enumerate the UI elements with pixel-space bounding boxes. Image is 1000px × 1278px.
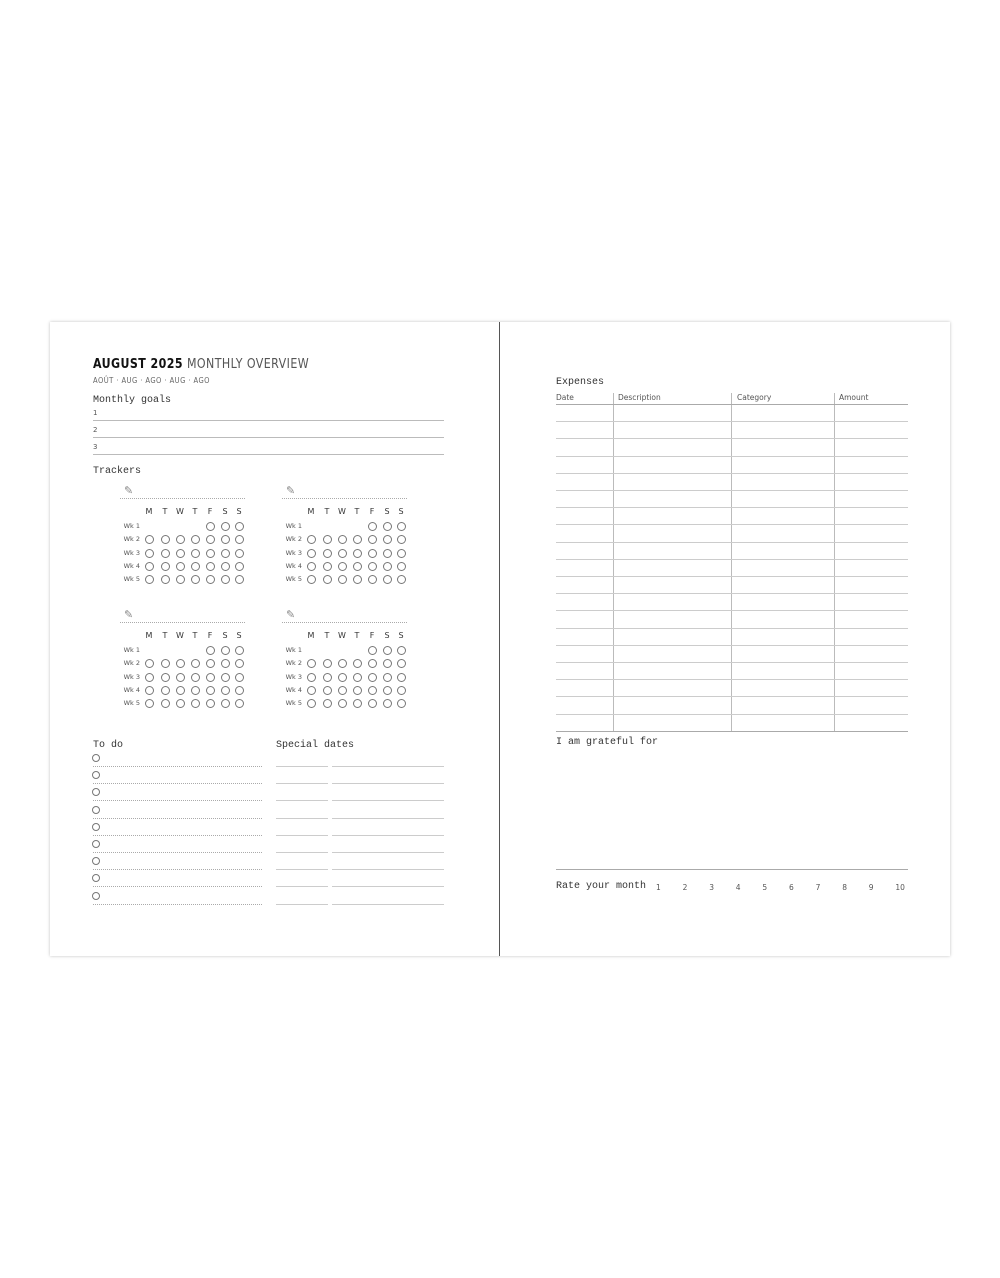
tracker-day-circle[interactable] [338,549,347,558]
tracker-day-circle[interactable] [191,562,200,571]
tracker-name-line[interactable] [120,622,245,623]
special-date-description-line[interactable] [332,886,444,887]
goal-line[interactable] [93,420,444,421]
expenses-row-line[interactable] [556,714,908,715]
pencil-icon: ✎ [286,484,296,497]
expenses-heading: Expenses [556,377,605,388]
expenses-row-line[interactable] [556,507,908,508]
expenses-column-header: Description [618,393,661,402]
tracker-day-circle[interactable] [323,562,332,571]
expenses-row-line[interactable] [556,610,908,611]
week-label: Wk 2 [123,535,140,544]
tracker-day-circle[interactable] [397,549,406,558]
rating-option[interactable]: 8 [842,883,847,892]
todo-line[interactable] [93,783,262,784]
todo-line[interactable] [93,800,262,801]
tracker-day-circle[interactable] [383,686,392,695]
special-date-line[interactable] [276,852,328,853]
expenses-row-line[interactable] [556,404,908,405]
tracker-day-circle[interactable] [397,673,406,682]
tracker-day-circle[interactable] [221,549,230,558]
tracker-day-circle[interactable] [307,562,316,571]
expenses-column-header: Category [737,393,772,402]
todo-line[interactable] [93,869,262,870]
week-label: Wk 3 [123,548,140,557]
week-label: Wk 3 [123,672,140,681]
day-label: S [384,507,390,516]
special-date-description-line[interactable] [332,766,444,767]
week-label: Wk 5 [123,575,140,584]
tracker-day-circle[interactable] [307,549,316,558]
rating-option[interactable]: 1 [656,883,661,892]
week-label: Wk 4 [123,561,140,570]
day-label: T [192,631,198,640]
expenses-column-header: Date [556,393,574,402]
tracker-day-circle[interactable] [397,686,406,695]
rating-option[interactable]: 5 [762,883,768,892]
day-label: T [162,507,168,516]
tracker-day-circle[interactable] [235,646,244,655]
day-label: S [398,507,404,516]
tracker-day-circle[interactable] [368,562,377,571]
expenses-row-line[interactable] [556,421,908,422]
day-label: S [398,631,404,640]
todo-heading: To do [93,740,124,751]
tracker-day-circle[interactable] [368,673,377,682]
tracker-day-circle[interactable] [206,673,215,682]
expenses-column-divider [613,393,614,731]
tracker-day-circle[interactable] [338,686,347,695]
week-label: Wk 5 [285,699,302,708]
tracker-day-circle[interactable] [176,562,185,571]
todo-line[interactable] [93,818,262,819]
day-label: M [307,507,315,516]
tracker-day-circle[interactable] [235,522,244,531]
tracker-day-circle[interactable] [206,646,215,655]
day-label: T [354,631,360,640]
week-label: Wk 1 [123,522,140,530]
tracker-day-circle[interactable] [338,562,347,571]
tracker-day-circle[interactable] [397,522,406,531]
tracker-day-circle[interactable] [383,549,392,558]
expenses-row-line[interactable] [556,593,908,594]
todo-checkbox[interactable] [92,754,100,762]
pencil-icon: ✎ [124,484,134,497]
todo-line[interactable] [93,886,262,887]
week-label: Wk 2 [123,659,140,668]
todo-line[interactable] [93,766,262,767]
tracker-day-circle[interactable] [397,562,406,571]
special-date-line[interactable] [276,766,328,767]
todo-checkbox[interactable] [92,806,100,814]
day-label: T [162,631,168,640]
goals-heading: Monthly goals [93,395,172,406]
day-label: T [324,631,330,640]
special-date-description-line[interactable] [332,818,444,819]
expenses-row-line[interactable] [556,628,908,629]
expenses-row-line[interactable] [556,679,908,680]
title-label: MONTHLY OVERVIEW [186,357,310,372]
tracker-day-circle[interactable] [221,562,230,571]
page-title [93,358,309,371]
tracker-day-circle[interactable] [161,549,170,558]
day-label: W [338,507,346,516]
expenses-row-line[interactable] [556,542,908,543]
special-date-line[interactable] [276,886,328,887]
special-date-description-line[interactable] [332,852,444,853]
day-label: W [176,507,184,516]
special-date-description-line[interactable] [332,869,444,870]
tracker-day-circle[interactable] [221,686,230,695]
special-date-description-line[interactable] [332,835,444,836]
day-label: S [222,507,228,516]
tracker-day-circle[interactable] [235,686,244,695]
tracker-day-circle[interactable] [368,686,377,695]
tracker-day-circle[interactable] [145,673,154,682]
tracker-day-circle[interactable] [235,673,244,682]
week-label: Wk 2 [285,535,302,544]
tracker-day-circle[interactable] [323,549,332,558]
tracker-name-line[interactable] [120,498,245,499]
grateful-heading: I am grateful for [556,737,659,748]
tracker-day-circle[interactable] [338,673,347,682]
week-label: Wk 1 [123,646,140,654]
special-date-description-line[interactable] [332,800,444,801]
tracker-day-circle[interactable] [323,673,332,682]
tracker-day-circle[interactable] [176,549,185,558]
tracker-day-circle[interactable] [145,549,154,558]
day-label: F [369,507,375,516]
trackers-heading: Trackers [93,466,142,477]
todo-line[interactable] [93,835,262,836]
expenses-row-line[interactable] [556,456,908,457]
todo-checkbox[interactable] [92,892,100,900]
expenses-row-line[interactable] [556,731,908,732]
expenses-row-line[interactable] [556,490,908,491]
special-date-line[interactable] [276,783,328,784]
expenses-row-line[interactable] [556,559,908,560]
special-dates-heading: Special dates [276,740,355,751]
pencil-icon: ✎ [124,608,134,621]
week-label: Wk 4 [123,685,140,694]
rating-option[interactable]: 3 [709,883,714,892]
week-label: Wk 2 [285,659,302,668]
tracker-day-circle[interactable] [221,522,230,531]
goal-line[interactable] [93,437,444,438]
tracker-day-circle[interactable] [161,686,170,695]
tracker-day-circle[interactable] [161,562,170,571]
week-label: Wk 1 [285,646,302,654]
tracker-day-circle[interactable] [191,549,200,558]
rating-option[interactable]: 2 [682,883,688,892]
tracker-day-circle[interactable] [206,686,215,695]
expenses-column-divider [731,393,732,731]
day-label: W [176,631,184,640]
expenses-row-line[interactable] [556,576,908,577]
day-label: F [207,507,213,516]
tracker-day-circle[interactable] [145,686,154,695]
day-label: S [222,631,228,640]
tracker-day-circle[interactable] [383,562,392,571]
goal-number: 3 [93,443,98,452]
day-label: S [236,507,242,516]
tracker-day-circle[interactable] [307,686,316,695]
tracker-day-circle[interactable] [221,646,230,655]
expenses-row-line[interactable] [556,438,908,439]
tracker-day-circle[interactable] [353,686,362,695]
expenses-row-line[interactable] [556,696,908,697]
day-label: S [236,631,242,640]
rating-option[interactable]: 9 [868,883,874,892]
tracker-day-circle[interactable] [353,673,362,682]
day-label: F [207,631,213,640]
expenses-row-line[interactable] [556,645,908,646]
tracker-day-circle[interactable] [191,686,200,695]
tracker-name-line[interactable] [282,498,407,499]
tracker-day-circle[interactable] [176,686,185,695]
tracker-day-circle[interactable] [353,549,362,558]
todo-line[interactable] [93,852,262,853]
special-date-description-line[interactable] [332,783,444,784]
special-date-line[interactable] [276,800,328,801]
day-label: M [145,507,153,516]
day-label: M [145,631,153,640]
rating-option[interactable]: 10 [895,883,905,892]
expenses-column-divider [834,393,835,731]
tracker-day-circle[interactable] [206,562,215,571]
title-month: AUGUST 2025 [93,357,184,372]
week-label: Wk 3 [285,672,302,681]
week-label: Wk 5 [285,575,302,584]
week-label: Wk 3 [285,548,302,557]
tracker-day-circle[interactable] [206,549,215,558]
week-label: Wk 4 [285,685,302,694]
day-label: S [384,631,390,640]
expenses-row-line[interactable] [556,473,908,474]
day-label: T [354,507,360,516]
rating-option[interactable]: 7 [815,883,821,892]
todo-checkbox[interactable] [92,840,100,848]
day-label: T [192,507,198,516]
tracker-day-circle[interactable] [307,673,316,682]
goal-number: 1 [93,409,98,417]
special-date-line[interactable] [276,904,328,905]
tracker-day-circle[interactable] [323,686,332,695]
tracker-day-circle[interactable] [176,673,185,682]
tracker-day-circle[interactable] [235,562,244,571]
expenses-row-line[interactable] [556,524,908,525]
week-label: Wk 5 [123,699,140,708]
week-label: Wk 1 [285,522,302,530]
tracker-name-line[interactable] [282,622,407,623]
rating-label: Rate your month [556,881,647,892]
rating-option[interactable]: 4 [735,883,741,892]
pencil-icon: ✎ [286,608,296,621]
week-label: Wk 4 [285,561,302,570]
tracker-day-circle[interactable] [145,562,154,571]
tracker-day-circle[interactable] [368,522,377,531]
tracker-day-circle[interactable] [221,673,230,682]
rating-option[interactable]: 6 [789,883,794,892]
todo-checkbox[interactable] [92,823,100,831]
goal-number: 2 [93,426,98,435]
expenses-column-header: Amount [839,393,869,402]
day-label: W [338,631,346,640]
tracker-day-circle[interactable] [368,646,377,655]
day-label: T [324,507,330,516]
tracker-day-circle[interactable] [191,673,200,682]
tracker-day-circle[interactable] [206,522,215,531]
grateful-line [556,869,908,870]
special-date-line[interactable] [276,835,328,836]
tracker-day-circle[interactable] [383,522,392,531]
tracker-day-circle[interactable] [235,549,244,558]
month-translations: AOÛT · AUG · AGO · AUG · AGO [93,376,210,385]
day-label: F [369,631,375,640]
special-date-description-line[interactable] [332,904,444,905]
special-date-line[interactable] [276,818,328,819]
tracker-day-circle[interactable] [161,673,170,682]
special-date-line[interactable] [276,869,328,870]
tracker-day-circle[interactable] [383,673,392,682]
todo-line[interactable] [93,904,262,905]
goal-line[interactable] [93,454,444,455]
tracker-day-circle[interactable] [353,562,362,571]
expenses-row-line[interactable] [556,662,908,663]
tracker-day-circle[interactable] [397,646,406,655]
tracker-day-circle[interactable] [383,646,392,655]
tracker-day-circle[interactable] [368,549,377,558]
day-label: M [307,631,315,640]
spine-divider [499,322,500,956]
